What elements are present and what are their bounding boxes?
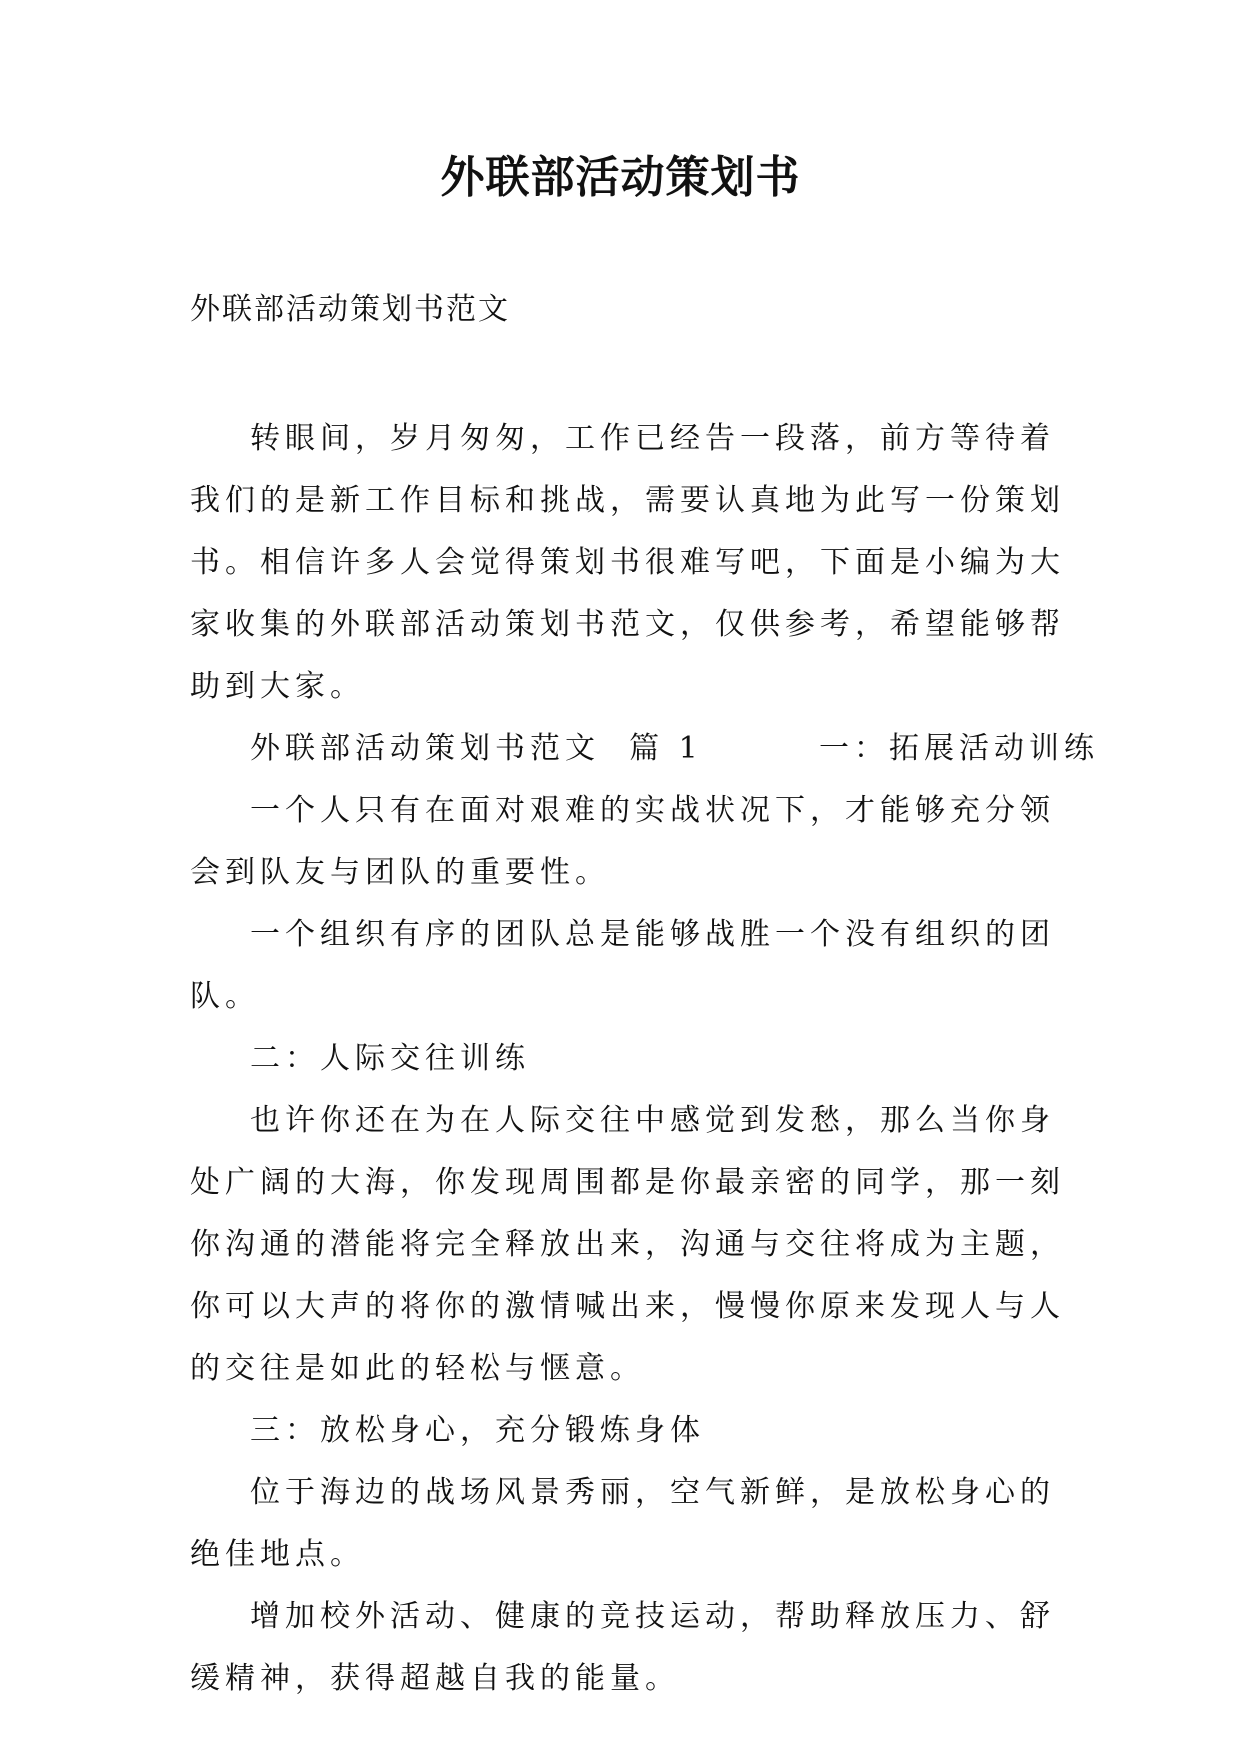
paragraph-teamwork-2: 一个组织有序的团队总是能够战胜一个没有组织的团队。 [190, 917, 1055, 1014]
paragraph-activities: 增加校外活动、健康的竞技运动，帮助释放压力、舒缓精神，获得超越自我的能量。 [190, 1599, 1055, 1696]
section-heading-3: 三：放松身心，充分锻炼身体 [250, 1413, 705, 1448]
section-heading-1: 外联部活动策划书范文 篇 1 一：拓展活动训练 [250, 731, 1099, 766]
section-heading-2: 二：人际交往训练 [250, 1041, 530, 1076]
document-subtitle: 外联部活动策划书范文 [190, 292, 510, 327]
paragraph-teamwork-1: 一个人只有在面对艰难的实战状况下，才能够充分领会到队友与团队的重要性。 [190, 793, 1055, 890]
document-title: 外联部活动策划书 [440, 152, 801, 203]
intro-paragraph: 转眼间，岁月匆匆，工作已经告一段落，前方等待着我们的是新工作目标和挑战，需要认真地为此写一份策划书。相信许多人会觉得策划书很难写吧，下面是小编为大家收集的外联部活动策划书范文，仅供参考，希望能够帮助到大家。 [190, 421, 1065, 704]
paragraph-communication: 也许你还在为在人际交往中感觉到发愁，那么当你身处广阔的大海，你发现周围都是你最亲密的同学，那一刻你沟通的潜能将完全释放出来，沟通与交往将成为主题，你可以大声的将你的激情喊出来，慢慢你原来发现人与人的交往是如此的轻松与惬意。 [190, 1103, 1065, 1386]
document-body [190, 408, 1099, 1710]
paragraph-location: 位于海边的战场风景秀丽，空气新鲜，是放松身心的绝佳地点。 [190, 1475, 1055, 1572]
